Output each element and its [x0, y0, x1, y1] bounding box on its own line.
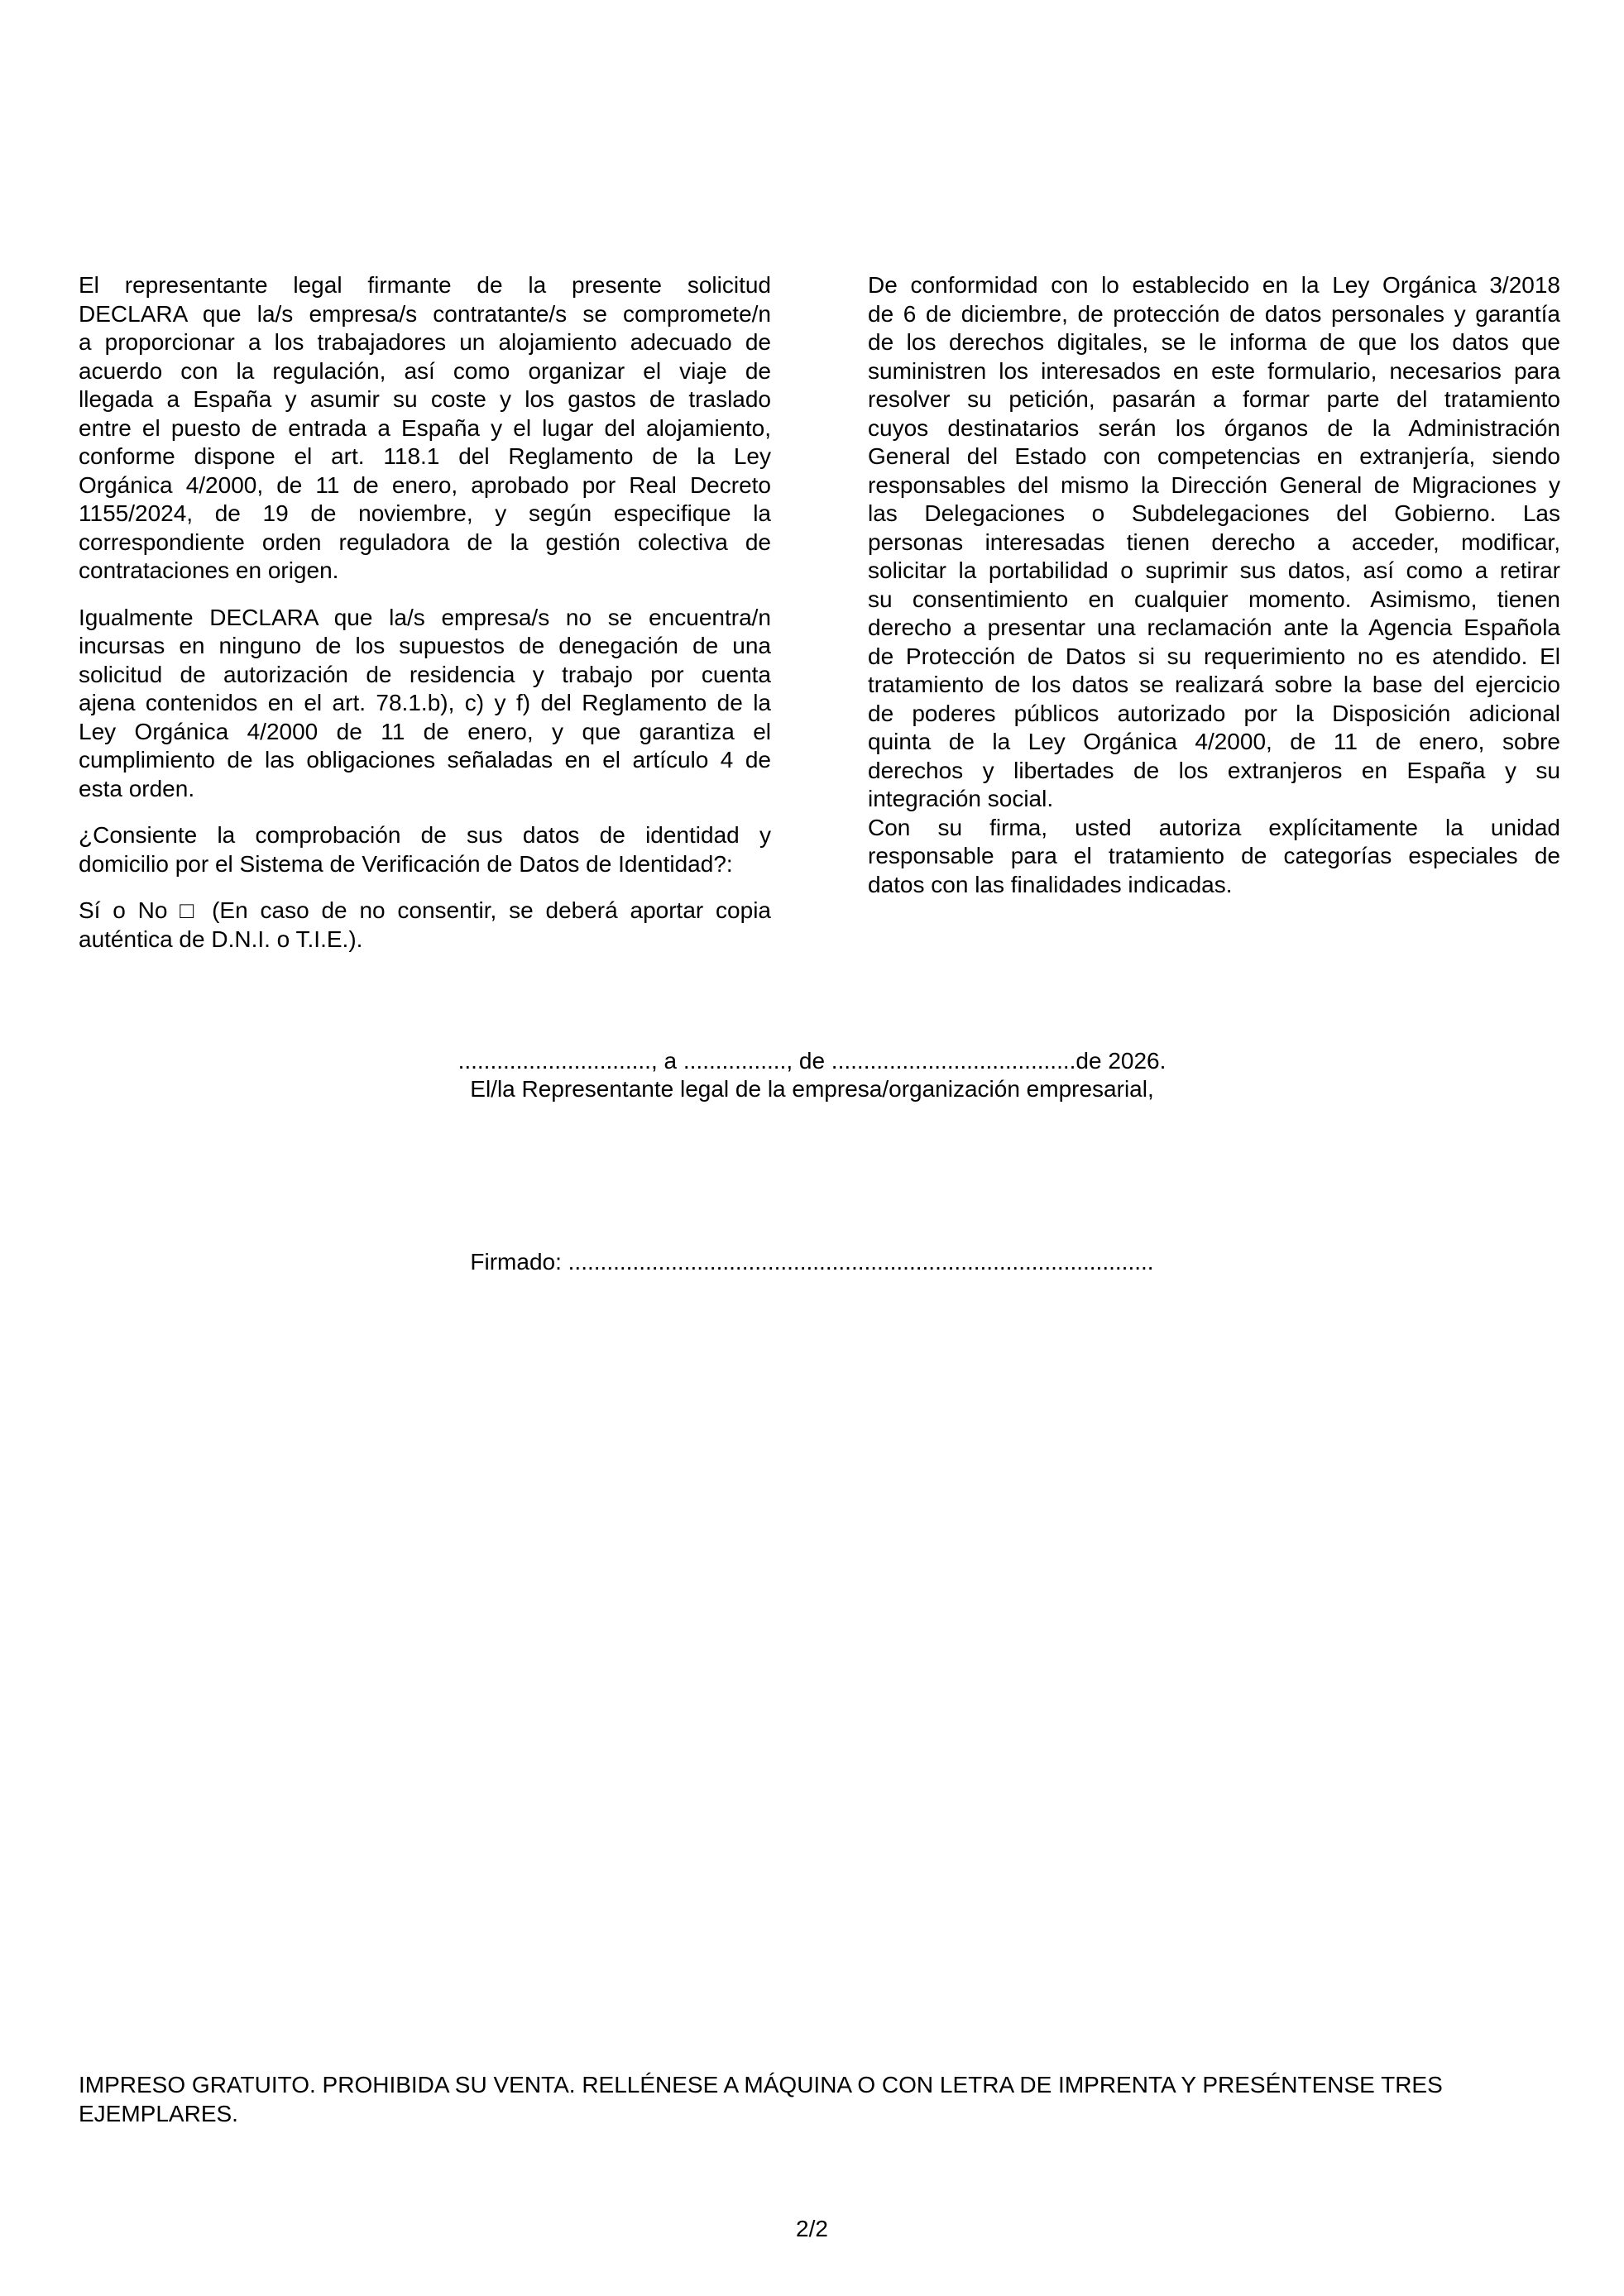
text-line: Ley Orgánica 4/2000 de 11 de enero, y que garantiza el: [79, 718, 771, 744]
text-line: responsables del mismo la Dirección General de Migraciones y: [868, 471, 1560, 498]
text-line: de los derechos digitales, se le informa de que los datos que: [868, 329, 1560, 355]
footer-notice-line: EJEMPLARES.: [79, 2101, 238, 2126]
right-column: [868, 271, 1560, 899]
text-line: contrataciones en origen.: [79, 557, 339, 583]
text-line: responsable para el tratamiento de categorías especiales de: [868, 843, 1560, 868]
text-line: Sí o No □ (En caso de no consentir, se deberá aportar copia: [79, 897, 771, 923]
text-line: tratamiento de los datos se realizará sobre la base del ejercicio: [868, 672, 1560, 697]
text-line: de poderes públicos autorizado por la Disposición adicional: [868, 700, 1560, 726]
text-line: datos con las finalidades indicadas.: [868, 871, 1233, 897]
signed-line: Firmado: ...........................................................................................: [470, 1249, 1154, 1275]
page-number: 2/2: [796, 2216, 828, 2241]
text-line: quinta de la Ley Orgánica 4/2000, de 11 de enero, sobre: [868, 729, 1560, 754]
text-line: ajena contenidos en el art. 78.1.b), c) y f) del Reglamento de la: [79, 690, 771, 715]
text-line: correspondiente orden reguladora de la gestión colectiva de: [79, 529, 771, 555]
text-line: De conformidad con lo establecido en la Ley Orgánica 3/2018: [868, 272, 1560, 298]
text-line: ¿Consiente la comprobación de sus datos de identidad y: [79, 822, 771, 848]
paragraph: [79, 897, 771, 954]
text-line: de 6 de diciembre, de protección de datos personales y garantía: [868, 300, 1560, 327]
text-line: personas interesadas tienen derecho a acceder, modificar,: [868, 529, 1560, 555]
text-line: DECLARA que la/s empresa/s contratante/s se compromete/n: [79, 300, 771, 327]
text-line: cumplimiento de las obligaciones señaladas en el artículo 4 de: [79, 747, 771, 773]
text-line: Con su firma, usted autoriza explícitamente la unidad: [868, 814, 1560, 840]
text-line: incursas en ninguno de los supuestos de denegación de una: [79, 633, 771, 658]
text-line: integración social.: [868, 786, 1054, 811]
paragraph: [868, 271, 1560, 814]
text-line: entre el puesto de entrada a España y el lugar del alojamiento,: [79, 414, 771, 441]
paragraph: [79, 271, 771, 586]
text-line: acuerdo con la regulación, así como organizar el viaje de: [79, 357, 771, 384]
text-line: solicitar la portabilidad o suprimir sus datos, así como a retirar: [868, 557, 1560, 583]
text-line: auténtica de D.N.I. o T.I.E.).: [79, 926, 363, 952]
text-line: llegada a España y asumir su coste y los gastos de traslado: [79, 386, 771, 412]
text-line: las Delegaciones o Subdelegaciones del Gobierno. Las: [868, 500, 1560, 526]
text-line: a proporcionar a los trabajadores un alojamiento adecuado de: [79, 329, 771, 355]
paragraph: [79, 604, 771, 804]
footer-notice: [79, 2070, 1559, 2128]
text-line: Orgánica 4/2000, de 11 de enero, aprobado por Real Decreto: [79, 471, 771, 498]
text-line: derechos y libertades de los extranjeros en España y su: [868, 757, 1560, 783]
text-line: cuyos destinatarios serán los órganos de la Administración: [868, 414, 1560, 441]
text-line: 1155/2024, de 19 de noviembre, y según especifique la: [79, 500, 771, 526]
text-line: derecho a presentar una reclamación ante la Agencia Española: [868, 615, 1560, 640]
text-line: de Protección de Datos si su requerimiento no es atendido. El: [868, 643, 1560, 669]
text-line: conforme dispone el art. 118.1 del Reglamento de la Ley: [79, 443, 771, 469]
footer-notice-line: IMPRESO GRATUITO. PROHIBIDA SU VENTA. RELLÉNESE A MÁQUINA O CON LETRA DE IMPRENTA Y PRESÉNTENSE TRES: [79, 2072, 1443, 2097]
text-line: resolver su petición, pasarán a formar parte del tratamiento: [868, 386, 1560, 412]
date-line: .............................., a ................, de ......................................de 2026.: [457, 1048, 1167, 1074]
paragraph: [79, 821, 771, 878]
text-line: El representante legal firmante de la presente solicitud: [79, 272, 771, 298]
representative-role: El/la Representante legal de la empresa/organización empresarial,: [470, 1076, 1154, 1102]
text-line: esta orden.: [79, 775, 195, 801]
paragraph: [868, 814, 1560, 900]
text-line: Igualmente DECLARA que la/s empresa/s no se encuentra/n: [79, 604, 771, 630]
text-line: General del Estado con competencias en extranjería, siendo: [868, 443, 1560, 469]
text-line: solicitud de autorización de residencia y trabajo por cuenta: [79, 661, 771, 687]
text-line: domicilio por el Sistema de Verificación de Datos de Identidad?:: [79, 850, 733, 877]
left-column: [79, 271, 771, 972]
text-line: su consentimiento en cualquier momento. Asimismo, tienen: [868, 586, 1560, 612]
text-line: suministren los interesados en este formulario, necesarios para: [868, 357, 1560, 384]
